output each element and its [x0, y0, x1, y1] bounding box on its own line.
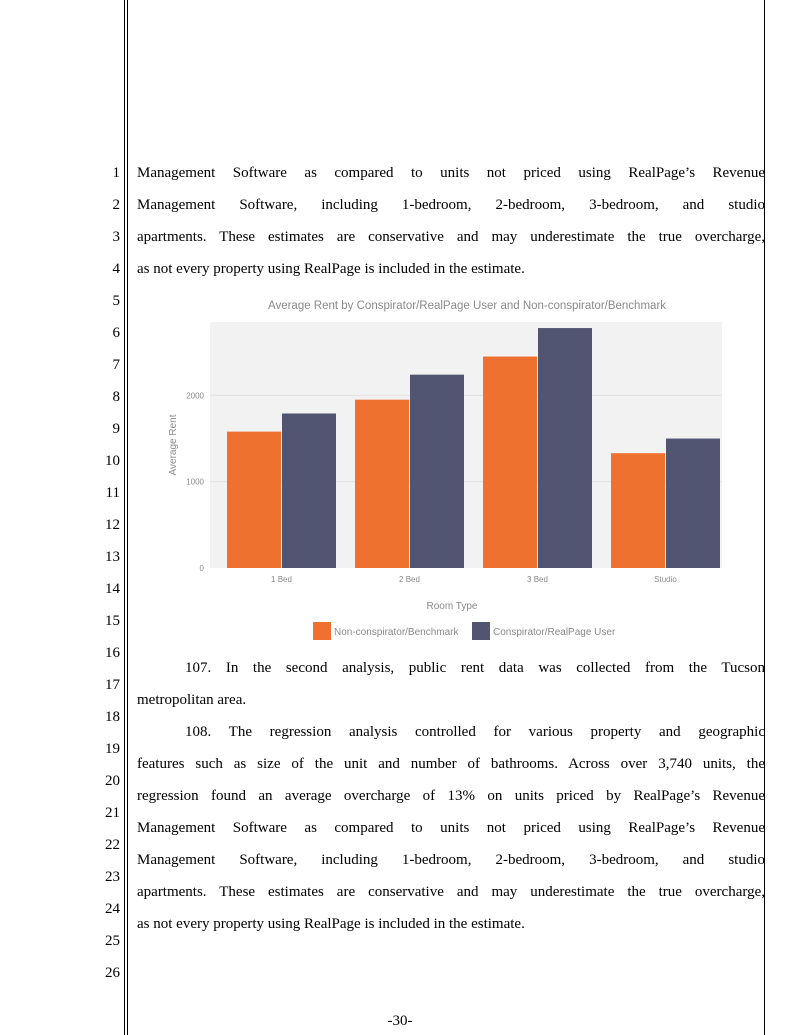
chart-legend [313, 622, 616, 640]
line-number: 3 [112, 229, 120, 245]
left-margin-rule-inner [127, 0, 128, 1035]
line-number: 23 [105, 869, 120, 885]
text-line: apartments. These estimates are conservative and may underestimate the true overcharge, [137, 229, 765, 245]
bar-non-conspirator [611, 453, 665, 568]
line-number: 6 [112, 325, 120, 341]
text-line: Management Software as compared to units not priced using RealPage’s Revenue [137, 165, 765, 181]
text-line: features such as size of the unit and number of bathrooms. Across over 3,740 units, the [137, 756, 765, 772]
line-number: 16 [105, 645, 120, 661]
bar-conspirator [538, 328, 592, 568]
line-number: 15 [105, 613, 120, 629]
line-number: 24 [105, 901, 120, 917]
line-number: 7 [112, 357, 120, 373]
text-line: apartments. These estimates are conservative and may underestimate the true overcharge, [137, 884, 765, 900]
line-number: 9 [112, 421, 120, 437]
line-number: 12 [105, 517, 120, 533]
page-number: -30- [387, 1013, 413, 1029]
x-tick-label: 3 Bed [527, 575, 548, 584]
line-number: 11 [105, 485, 120, 501]
line-number: 21 [105, 805, 120, 821]
bar-conspirator [666, 439, 720, 568]
x-tick-label: 1 Bed [271, 575, 292, 584]
bar-non-conspirator [355, 400, 409, 568]
text-line: as not every property using RealPage is included in the estimate. [137, 916, 525, 932]
line-number: 18 [105, 709, 120, 725]
line-number: 1 [112, 165, 120, 181]
y-axis-label: Average Rent [168, 414, 179, 476]
text-line: regression found an average overcharge of 13% on units priced by RealPage’s Revenue [137, 788, 765, 804]
y-tick-label: 0 [199, 564, 204, 573]
bar-non-conspirator [483, 357, 537, 568]
bar-conspirator [410, 375, 464, 568]
line-number: 8 [112, 389, 120, 405]
text-line: metropolitan area. [137, 692, 247, 708]
line-number: 5 [112, 293, 120, 309]
text-line: Management Software, including 1-bedroom, 2-bedroom, 3-bedroom, and studio [137, 852, 765, 868]
rent-bar-chart [150, 290, 750, 650]
text-line: 108. The regression analysis controlled for various property and geographic [185, 724, 765, 740]
right-margin-rule [764, 0, 765, 1035]
line-number: 20 [105, 773, 120, 789]
chart-title: Average Rent by Conspirator/RealPage User and Non-conspirator/Benchmark [267, 300, 667, 312]
line-number: 13 [105, 549, 120, 565]
legend-swatch-non-conspirator [313, 622, 331, 640]
text-line: as not every property using RealPage is included in the estimate. [137, 261, 525, 277]
line-number: 17 [105, 677, 120, 693]
text-line: 107. In the second analysis, public rent data was collected from the Tucson [185, 660, 765, 676]
legend-label-non-conspirator: Non-conspirator/Benchmark [334, 627, 459, 638]
line-number: 22 [105, 837, 120, 853]
line-number: 26 [105, 965, 120, 981]
x-tick-label: 2 Bed [399, 575, 420, 584]
line-number: 14 [105, 581, 120, 597]
bar-conspirator [282, 413, 336, 568]
line-number: 25 [105, 933, 120, 949]
line-number: 10 [105, 453, 120, 469]
x-axis-label: Room Type [426, 601, 478, 612]
line-number: 2 [112, 197, 120, 213]
y-tick-label: 2000 [186, 391, 204, 401]
line-number: 4 [112, 261, 120, 277]
text-line: Management Software as compared to units not priced using RealPage’s Revenue [137, 820, 765, 836]
left-margin-rule-outer [124, 0, 125, 1035]
line-number: 19 [105, 741, 120, 757]
text-line: Management Software, including 1-bedroom, 2-bedroom, 3-bedroom, and studio [137, 197, 765, 213]
legend-swatch-conspirator [472, 622, 490, 640]
x-tick-label: Studio [654, 575, 677, 584]
y-tick-label: 1000 [186, 477, 204, 487]
bar-non-conspirator [227, 432, 281, 568]
legend-label-conspirator: Conspirator/RealPage User [493, 627, 616, 638]
